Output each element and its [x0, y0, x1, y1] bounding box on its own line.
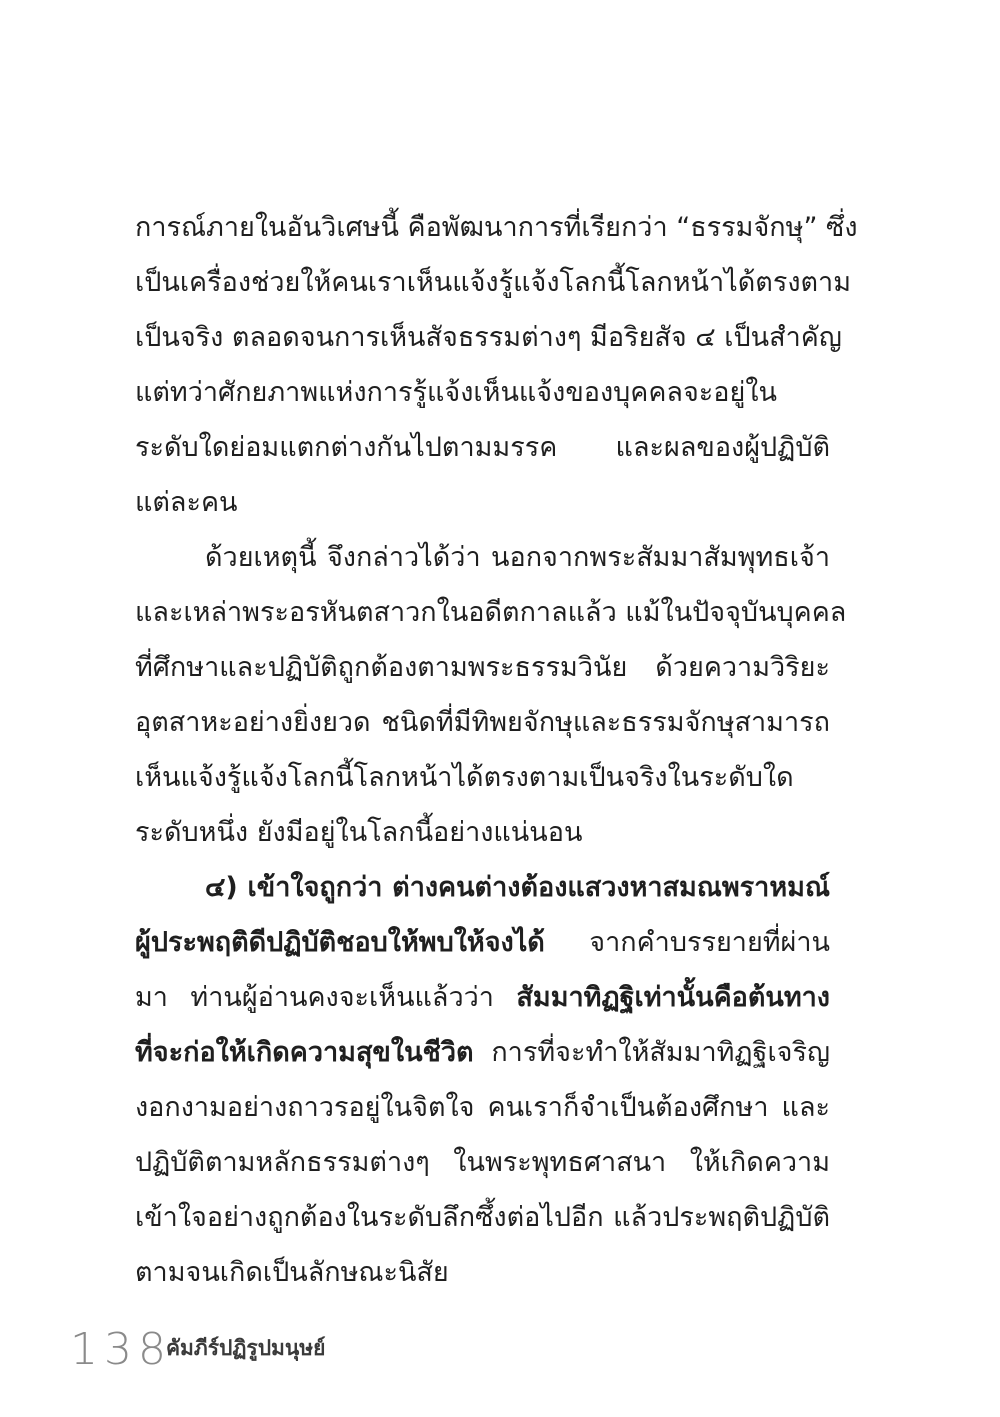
paragraph3-line: ตามจนเกิดเป็นลักษณะนิสัย	[135, 1257, 449, 1288]
paragraph2-line: และเหล่าพระอรหันตสาวกในอดีตกาลแล้ว แม้ในปัจจุบันบุคคล	[135, 597, 847, 628]
paragraph3-line	[135, 973, 830, 1023]
paragraph3-line: ปฏิบัติตามหลักธรรมต่างๆ ในพระพุทธศาสนา ให้เกิดความ	[135, 1147, 830, 1178]
page-footer	[70, 1312, 326, 1375]
paragraph2-line: ด้วยเหตุนี้ จึงกล่าวได้ว่า นอกจากพระสัมมาสัมพุทธเจ้า	[205, 542, 830, 573]
paragraph3-text: จากคำบรรยายที่ผ่าน	[589, 927, 830, 958]
paragraph2-line: อุตสาหะอย่างยิ่งยวด ชนิดที่มีทิพยจักษุและธรรมจักษุสามารถ	[135, 707, 830, 738]
paragraph2-line: ที่ศึกษาและปฏิบัติถูกต้องตามพระธรรมวินัย ด้วยความวิริยะ	[135, 652, 830, 683]
paragraph2-line: ระดับหนึ่ง ยังมีอยู่ในโลกนี้อย่างแน่นอน	[135, 817, 583, 848]
paragraph3-bold-text: ที่จะก่อให้เกิดความสุขในชีวิต	[135, 1037, 474, 1068]
paragraph3-bold-text: สัมมาทิฏฐิเท่านั้นคือต้นทาง	[516, 982, 830, 1013]
paragraph1-line: การณ์ภายในอันวิเศษนี้ คือพัฒนาการที่เรียกว่า “ธรรมจักษุ” ซึ่ง	[135, 212, 858, 243]
paragraph1-line: แต่ละคน	[135, 487, 238, 518]
paragraph1-line: เป็นจริง ตลอดจนการเห็นสัจธรรมต่างๆ มีอริยสัจ ๔ เป็นสำคัญ	[135, 322, 842, 353]
paragraph3-line: งอกงามอย่างถาวรอยู่ในจิตใจ คนเราก็จำเป็นต้องศึกษา และ	[135, 1092, 830, 1123]
paragraph3-text: การที่จะทำให้สัมมาทิฏฐิเจริญ	[491, 1037, 830, 1068]
paragraph1-line: แต่ทว่าศักยภาพแห่งการรู้แจ้งเห็นแจ้งของบุคคลจะอยู่ใน	[135, 377, 777, 408]
paragraph1-line: ระดับใดย่อมแตกต่างกันไปตามมรรค และผลของผู้ปฏิบัติ	[135, 432, 830, 463]
paragraph3-line	[135, 918, 830, 968]
paragraph2-line: เห็นแจ้งรู้แจ้งโลกนี้โลกหน้าได้ตรงตามเป็นจริงในระดับใด	[135, 762, 794, 793]
paragraph3-line	[135, 1028, 830, 1078]
page-number: 138	[70, 1324, 172, 1375]
paragraph3-heading-line: ๔) เข้าใจถูกว่า ต่างคนต่างต้องแสวงหาสมณพราหมณ์	[205, 872, 830, 903]
paragraph3-bold-text: ผู้ประพฤติดีปฏิบัติชอบให้พบให้จงได้	[135, 927, 545, 958]
paragraph1-line: เป็นเครื่องช่วยให้คนเราเห็นแจ้งรู้แจ้งโลกนี้โลกหน้าได้ตรงตาม	[135, 267, 852, 298]
paragraph3-text: มา ท่านผู้อ่านคงจะเห็นแล้วว่า	[135, 982, 494, 1013]
paragraph3-line: เข้าใจอย่างถูกต้องในระดับลึกซึ้งต่อไปอีก แล้วประพฤติปฏิบัติ	[135, 1202, 830, 1233]
book-title: คัมภีร์ปฏิรูปมนุษย์	[165, 1336, 326, 1360]
